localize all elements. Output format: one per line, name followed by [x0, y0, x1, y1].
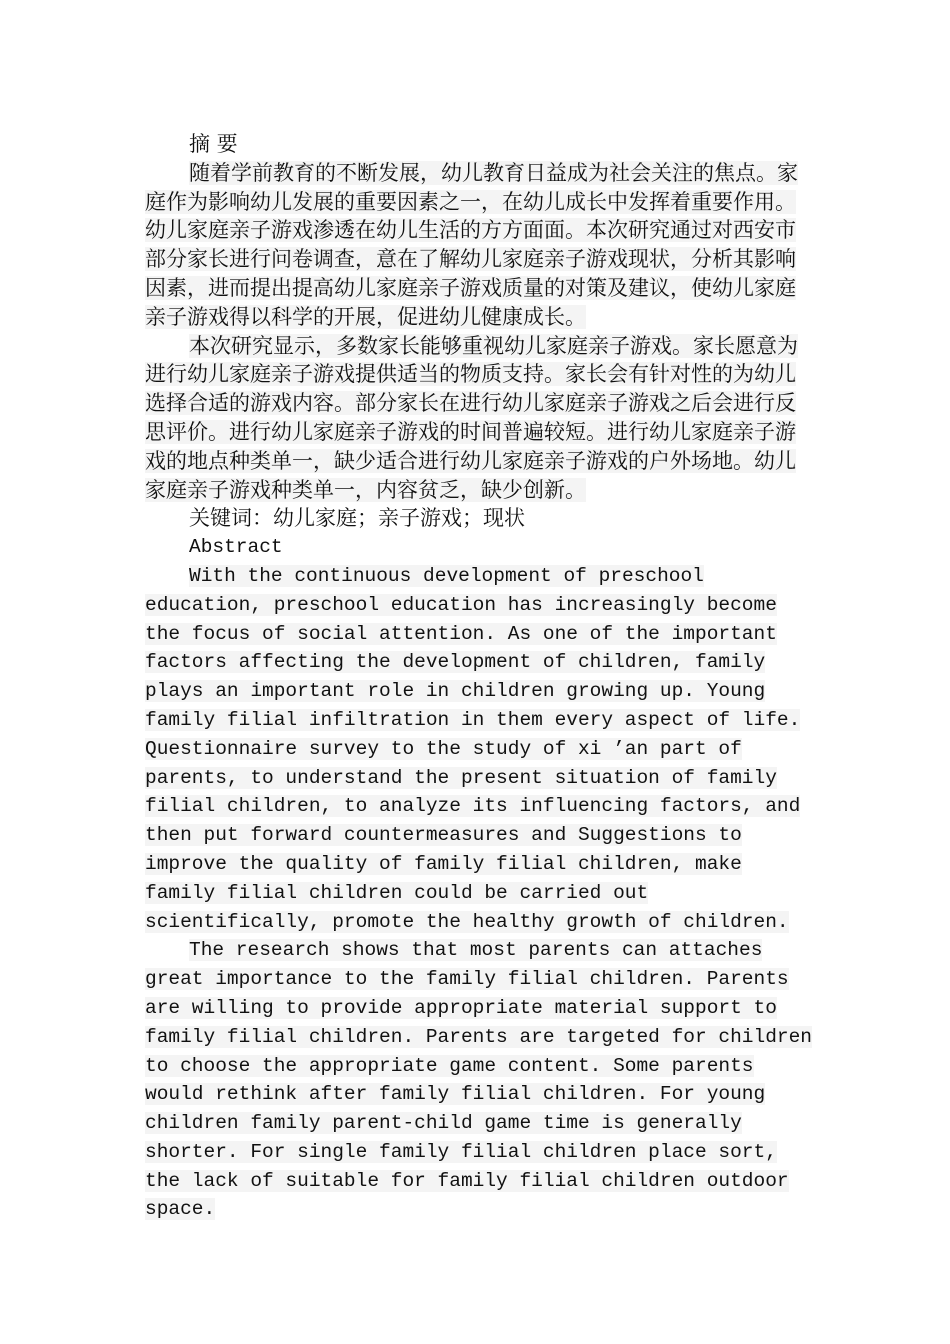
abstract-en-paragraph-1: With the continuous development of preschool education, preschool education has increasingly become the focus of social attention. As one of the important factors affecting the development of children, family plays an important role in children growing up. Young family filial infiltration in them every aspect of life. Questionnaire survey to the study of xi ’an part of parents, to understand the present situation of family filial children, to analyze its influencing factors, and then put forward countermeasures and Suggestions to improve the quality of family filial children, make family filial children could be carried out scientifically, promote the healthy growth of children. — [145, 564, 801, 933]
abstract-cn-keywords: 关键词：幼儿家庭；亲子游戏；现状 — [189, 506, 525, 531]
abstract-cn-paragraph-2: 本次研究显示，多数家长能够重视幼儿家庭亲子游戏。家长愿意为进行幼儿家庭亲子游戏提供适当的物质支持。家长会有针对性的为幼儿选择合适的游戏内容。部分家长在进行幼儿家庭亲子游戏之后会进行反思评价。进行幼儿家庭亲子游戏的时间普遍较短。进行幼儿家庭亲子游戏的地点种类单一，缺少适合进行幼儿家庭亲子游戏的户外场地。幼儿家庭亲子游戏种类单一，内容贫乏，缺少创新。 — [145, 333, 798, 502]
abstract-cn-heading: 摘 要 — [189, 132, 238, 156]
abstract-body — [145, 130, 815, 1224]
abstract-en-heading: Abstract — [189, 536, 283, 559]
abstract-cn-paragraph-1: 随着学前教育的不断发展，幼儿教育日益成为社会关注的焦点。家庭作为影响幼儿发展的重要因素之一，在幼儿成长中发挥着重要作用。幼儿家庭亲子游戏渗透在幼儿生活的方方面面。本次研究通过对西安市部分家长进行问卷调查，意在了解幼儿家庭亲子游戏现状，分析其影响因素，进而提出提高幼儿家庭亲子游戏质量的对策及建议，使幼儿家庭亲子游戏得以科学的开展，促进幼儿健康成长。 — [145, 160, 798, 329]
abstract-en-paragraph-2: The research shows that most parents can attaches great importance to the family filial children. Parents are willing to provide appropriate material support to family filial children. Parents are targeted for children to choose the appropriate game content. Some parents would rethink after family filial children. For young children family parent-child game time is generally shorter. For single family filial children place sort, the lack of suitable for family filial children outdoor space. — [145, 939, 813, 1221]
